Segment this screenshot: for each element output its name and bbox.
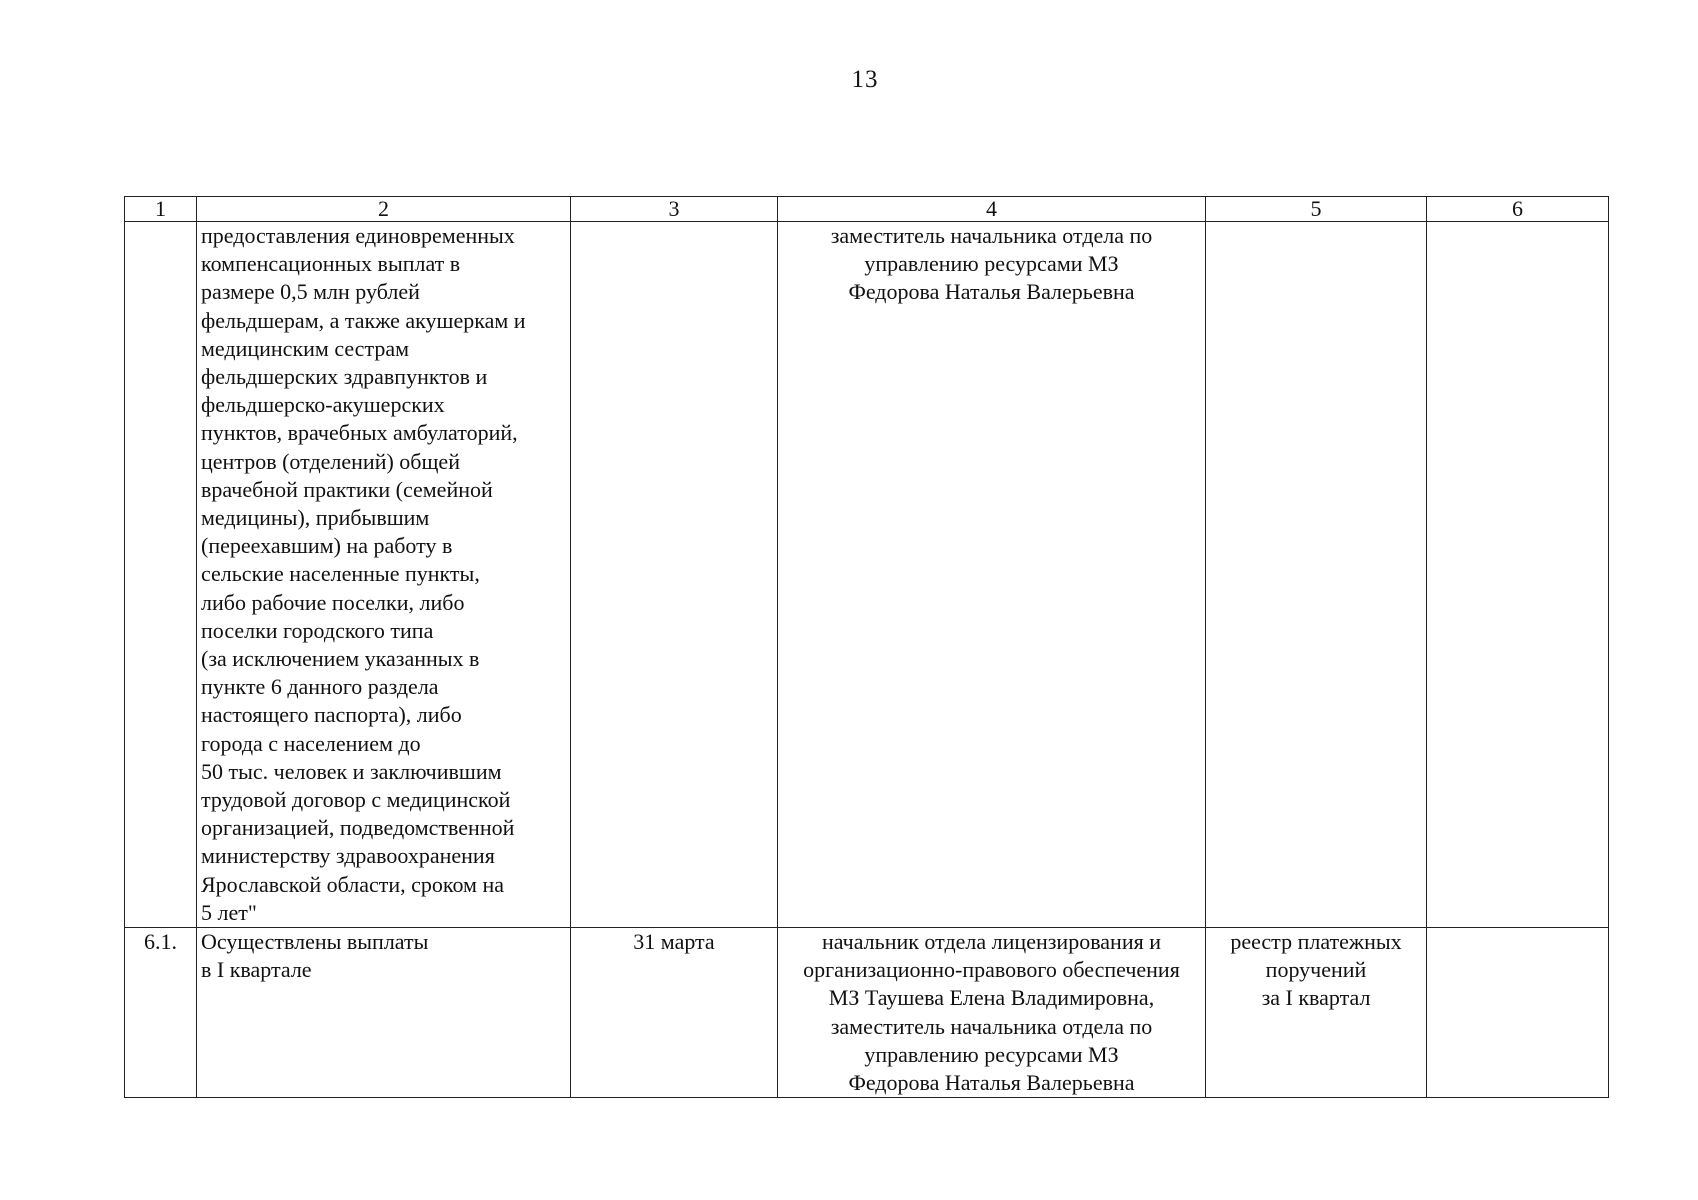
- row-number-cell: [125, 222, 197, 928]
- row-number-cell: 6.1.: [125, 928, 197, 1098]
- event-description-cell: предоставления единовременных компенсационных выплат в размере 0,5 млн рублей фельдшерам, а также акушеркам и медицинским сестрам фельдшерских здравпунктов и фельдшерско-акушерских пунктов, врачебных амбулаторий, центров (отделений) общей врачебной практики (семейной медицины), прибывшим (переехавшим) на работу в сельские населенные пункты, либо рабочие поселки, либо поселки городского типа (за исключением указанных в пункте 6 данного раздела настоящего паспорта), либо города с населением до 50 тыс. человек и заключившим трудовой договор с медицинской организацией, подведомственной министерству здравоохранения Ярославской области, сроком на 5 лет": [197, 222, 571, 928]
- deadline-cell: 31 марта: [571, 928, 778, 1098]
- column-header-1: 1: [125, 197, 197, 222]
- responsible-cell: заместитель начальника отдела по управлению ресурсами МЗ Федорова Наталья Валерьевна: [778, 222, 1206, 928]
- column-header-3: 3: [571, 197, 778, 222]
- column-header-5: 5: [1206, 197, 1427, 222]
- column-header-2: 2: [197, 197, 571, 222]
- column-header-6: 6: [1427, 197, 1609, 222]
- table-row: [125, 928, 1609, 1098]
- result-cell: [1206, 222, 1427, 928]
- deadline-cell: [571, 222, 778, 928]
- result-cell: реестр платежных поручений за I квартал: [1206, 928, 1427, 1098]
- responsible-cell: начальник отдела лицензирования и организационно-правового обеспечения МЗ Таушева Елена Владимировна, заместитель начальника отдела по управлению ресурсами МЗ Федорова Наталья Валерьевна: [778, 928, 1206, 1098]
- page-number: 13: [851, 66, 879, 93]
- table-header-row: [125, 197, 1609, 222]
- note-cell: [1427, 222, 1609, 928]
- plan-table: [124, 196, 1609, 1098]
- column-header-4: 4: [778, 197, 1206, 222]
- event-description-cell: Осуществлены выплаты в I квартале: [197, 928, 571, 1098]
- table-row: [125, 222, 1609, 928]
- note-cell: [1427, 928, 1609, 1098]
